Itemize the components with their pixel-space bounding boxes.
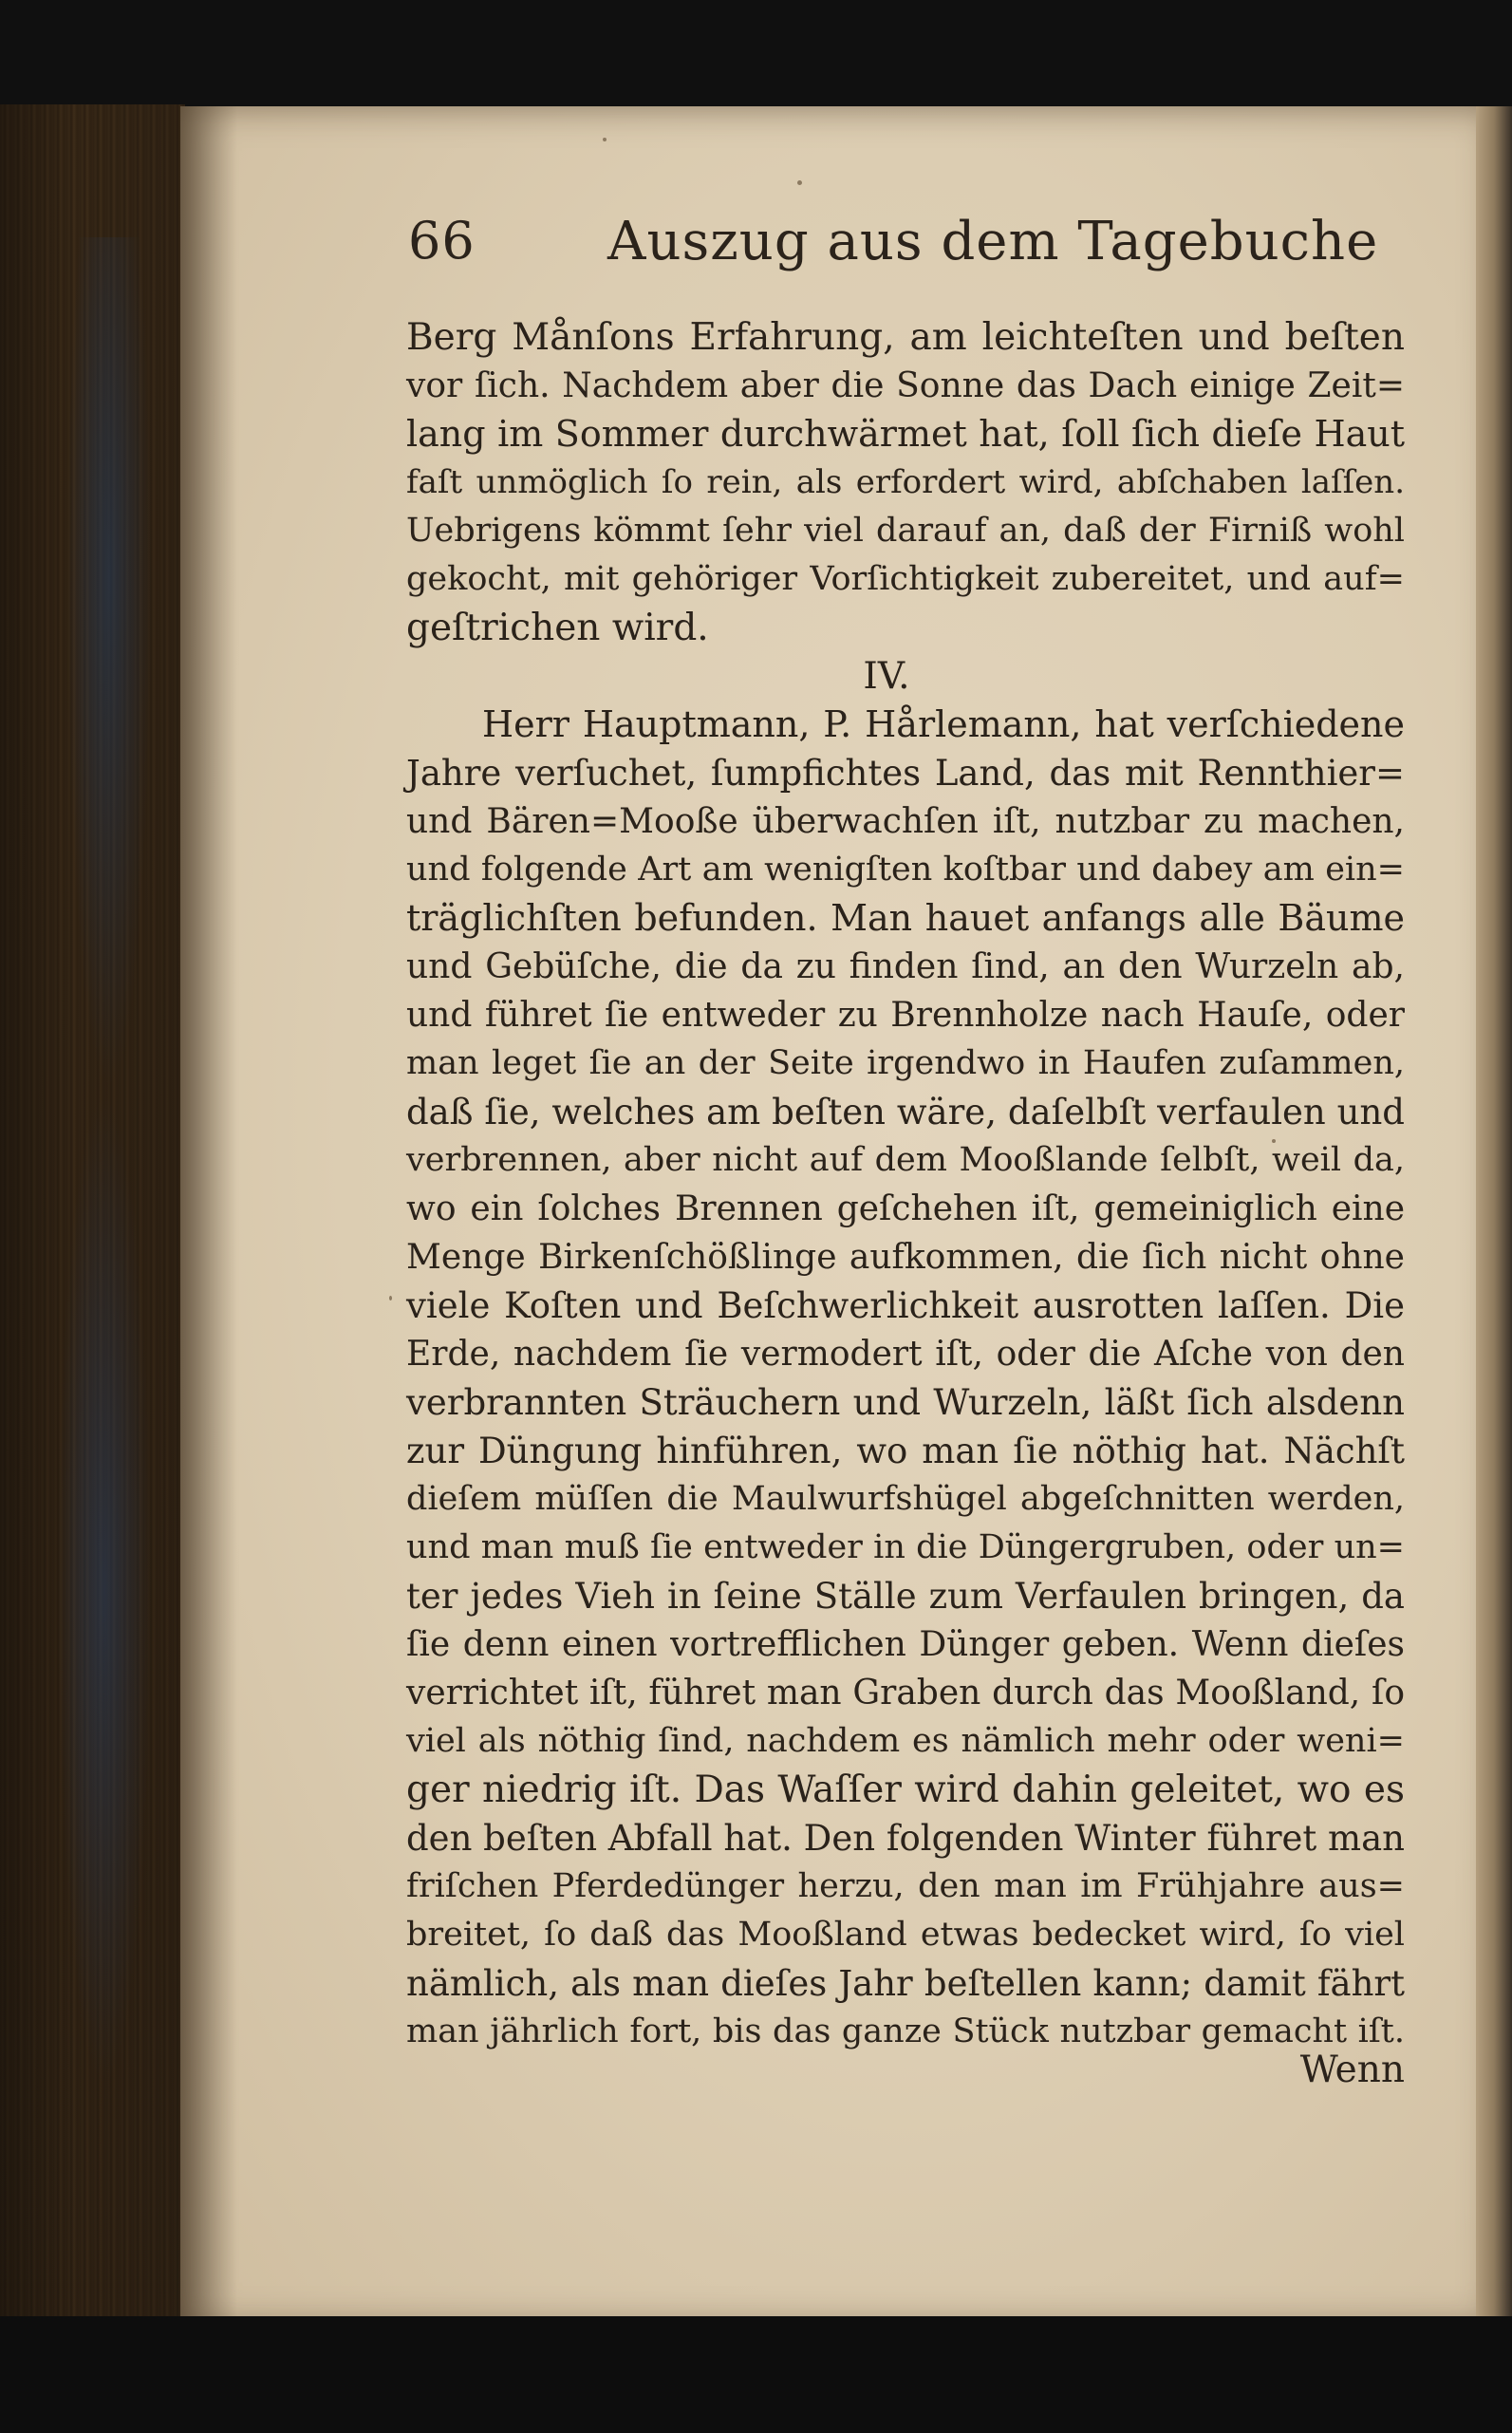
text-line: zur Düngung hinführen, wo man ſie nöthig hat. Nächſt	[406, 1431, 1405, 1471]
running-head: Auszug aus dem Tagebuche	[607, 211, 1379, 272]
text-line: dieſem müſſen die Maulwurfshügel abgeſchnitten werden,	[406, 1480, 1405, 1518]
text-line: viele Koſten und Beſchwerlichkeit ausrotten laſſen. Die	[406, 1285, 1405, 1326]
text-line: vor ſich. Nachdem aber die Sonne das Dach einige Zeit=	[406, 366, 1405, 405]
text-line: breitet, ſo daß das Mooßland etwas bedecket wird, ſo viel	[406, 1916, 1405, 1954]
body-text	[406, 313, 1405, 2056]
catchword: Wenn	[1299, 2049, 1405, 2091]
text-line: man leget ſie an der Seite irgendwo in Haufen zuſammen,	[406, 1044, 1405, 1082]
page-right-edge	[1476, 106, 1512, 2328]
text-line: daß ſie, welches am beſten wäre, daſelbſt verfaulen und	[406, 1092, 1405, 1132]
text-line: Menge Birkenſchößlinge aufkommen, die ſich nicht ohne	[406, 1238, 1405, 1277]
text-line: und folgende Art am wenigſten koſtbar und dabey am ein=	[406, 851, 1405, 889]
text-line: nämlich, als man dieſes Jahr beſtellen kann; damit fährt	[406, 1963, 1405, 2004]
text-line: träglichſten befunden. Man hauet anfangs alle Bäume	[406, 897, 1405, 939]
paper-speck	[389, 1296, 392, 1301]
page-edges-shade	[0, 104, 185, 2330]
text-line: und man muß ſie entweder in die Düngergruben, oder un=	[406, 1528, 1405, 1566]
text-line: Berg Månſons Erfahrung, am leichteſten und beſten	[406, 316, 1405, 359]
text-line: gekocht, mit gehöriger Vorſichtigkeit zubereitet, und auf=	[406, 560, 1405, 598]
text-line: geſtrichen wird.	[406, 607, 709, 649]
text-line: verbrannten Sträuchern und Wurzeln, läßt ſich alsdenn	[406, 1382, 1405, 1423]
text-line: viel als nöthig ſind, nachdem es nämlich mehr oder weni=	[406, 1722, 1405, 1760]
section-heading: IV.	[863, 655, 910, 698]
page-header	[408, 211, 1379, 287]
text-line: lang im Sommer durchwärmet hat, ſoll ſich dieſe Haut	[406, 413, 1405, 455]
text-line: ſie denn einen vortrefflichen Dünger geben. Wenn dieſes	[406, 1625, 1405, 1664]
text-line: faſt unmöglich ſo rein, als erfordert wird, abſchaben laſſen.	[406, 463, 1405, 501]
text-line: Jahre verſuchet, ſumpfichtes Land, das mit Rennthier=	[406, 753, 1405, 794]
text-line: den beſten Abfall hat. Den folgenden Winter führet man	[406, 1818, 1406, 1859]
page-number: 66	[408, 211, 476, 271]
text-line: verrichtet iſt, führet man Graben durch das Mooßland, ſo	[406, 1674, 1405, 1712]
text-line: verbrennen, aber nicht auf dem Mooßlande ſelbſt, weil da,	[406, 1141, 1405, 1179]
text-line: Erde, nachdem ſie vermodert iſt, oder die Aſche von den	[406, 1335, 1405, 1374]
text-line: ger niedrig iſt. Das Waſſer wird dahin geleitet, wo es	[406, 1769, 1405, 1811]
text-line: Herr Hauptmann, P. Hårlemann, hat verſchiedene	[482, 703, 1405, 745]
text-line: man jährlich fort, bis das ganze Stück nutzbar gemacht iſt.	[406, 2012, 1405, 2050]
top-border	[0, 0, 1512, 109]
text-line: friſchen Pferdedünger herzu, den man im Frühjahre aus=	[406, 1867, 1405, 1905]
paper-speck	[797, 180, 802, 185]
text-line: ter jedes Vieh in ſeine Ställe zum Verfaulen bringen, da	[406, 1576, 1405, 1617]
paper-speck	[603, 138, 607, 141]
text-line: Uebrigens kömmt ſehr viel darauf an, daß der Firniß wohl	[406, 512, 1405, 550]
text-line: und führet ſie entweder zu Brennholze nach Hauſe, oder	[406, 996, 1405, 1035]
bottom-border	[0, 2316, 1512, 2433]
text-line: und Bären=Mooße überwachſen iſt, nutzbar zu machen,	[406, 802, 1405, 841]
text-line: wo ein ſolches Brennen geſchehen iſt, gemeiniglich eine	[406, 1189, 1405, 1228]
text-line: und Gebüſche, die da zu finden ſind, an den Wurzeln ab,	[406, 947, 1405, 986]
gutter-shadow	[180, 106, 237, 2328]
